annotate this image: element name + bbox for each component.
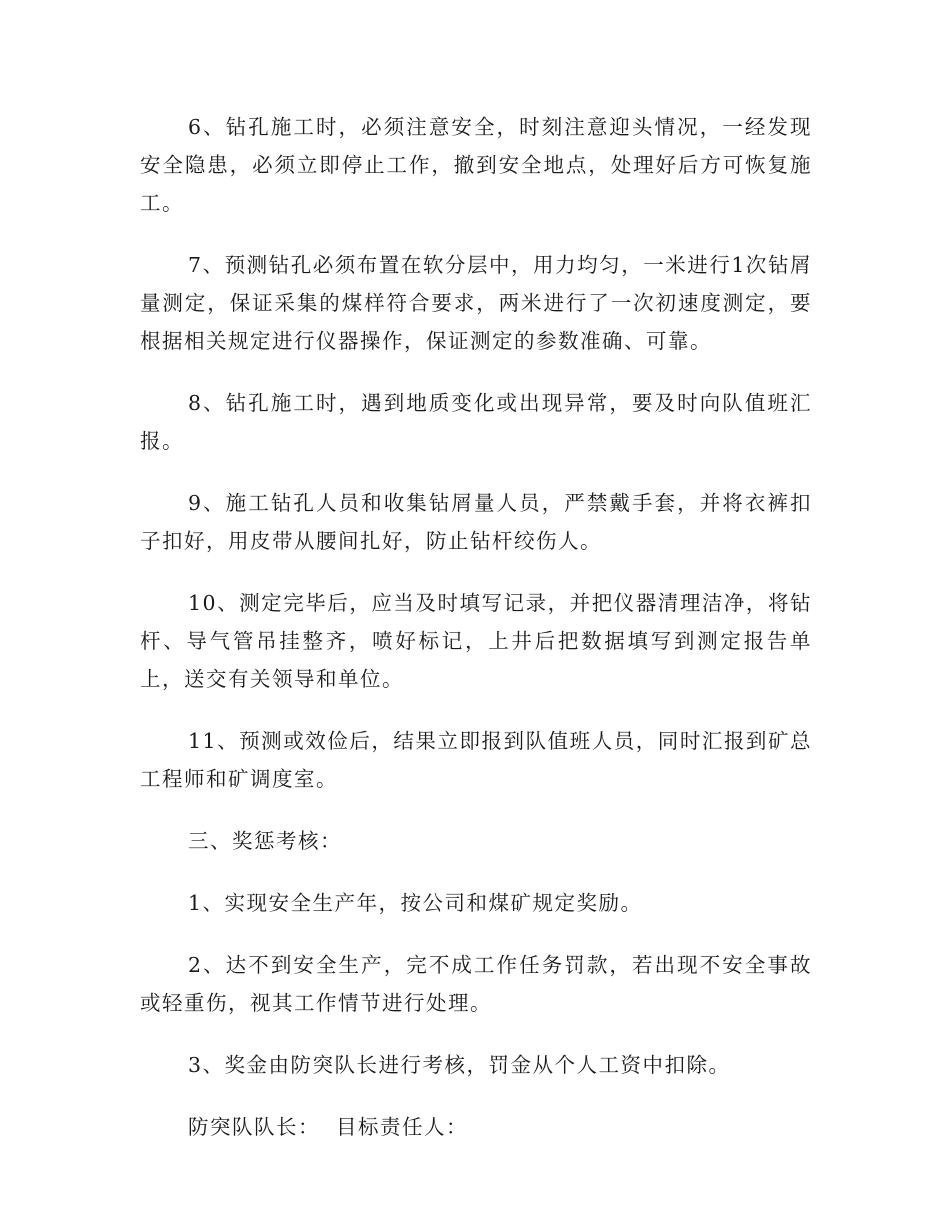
paragraph-item-11: 11、预测或效俭后，结果立即报到队值班人员，同时汇报到矿总工程师和矿调度室。 bbox=[140, 729, 812, 791]
paragraph-item-7: 7、预测钻孔必须布置在软分层中，用力均匀，一米进行1次钻屑量测定，保证采集的煤样符合要求，两米进行了一次初速度测定，要根据相关规定进行仪器操作，保证测定的参数准确、可靠。 bbox=[140, 253, 812, 353]
section-heading-rewards: 三、奖惩考核： bbox=[188, 829, 342, 853]
paragraph-item-10: 10、测定完毕后，应当及时填写记录，并把仪器清理洁净，将钻杆、导气管吊挂整齐，喷好标记，上井后把数据填写到测定报告单上，送交有关领导和单位。 bbox=[140, 591, 812, 691]
paragraph-item-8: 8、钻孔施工时，遇到地质变化或出现异常，要及时向队值班汇报。 bbox=[140, 391, 812, 453]
reward-item-3: 3、奖金由防突队长进行考核，罚金从个人工资中扣除。 bbox=[188, 1053, 731, 1077]
reward-item-1: 1、实现安全生产年，按公司和煤矿规定奖励。 bbox=[188, 891, 643, 915]
document-body bbox=[140, 108, 812, 1170]
paragraph-item-9: 9、施工钻孔人员和收集钻屑量人员，严禁戴手套，并将衣裤扣子扣好，用皮带从腰间扎好，防止钻杆绞伤人。 bbox=[140, 491, 812, 553]
paragraph-item-6: 6、钻孔施工时，必须注意安全，时刻注意迎头情况，一经发现安全隐患，必须立即停止工作，撤到安全地点，处理好后方可恢复施工。 bbox=[140, 115, 812, 215]
reward-item-2: 2、达不到安全生产，完不成工作任务罚款，若出现不安全事故或轻重伤，视其工作情节进行处理。 bbox=[140, 953, 812, 1015]
signature-line: 防突队队长： 目标责任人： bbox=[188, 1115, 469, 1139]
